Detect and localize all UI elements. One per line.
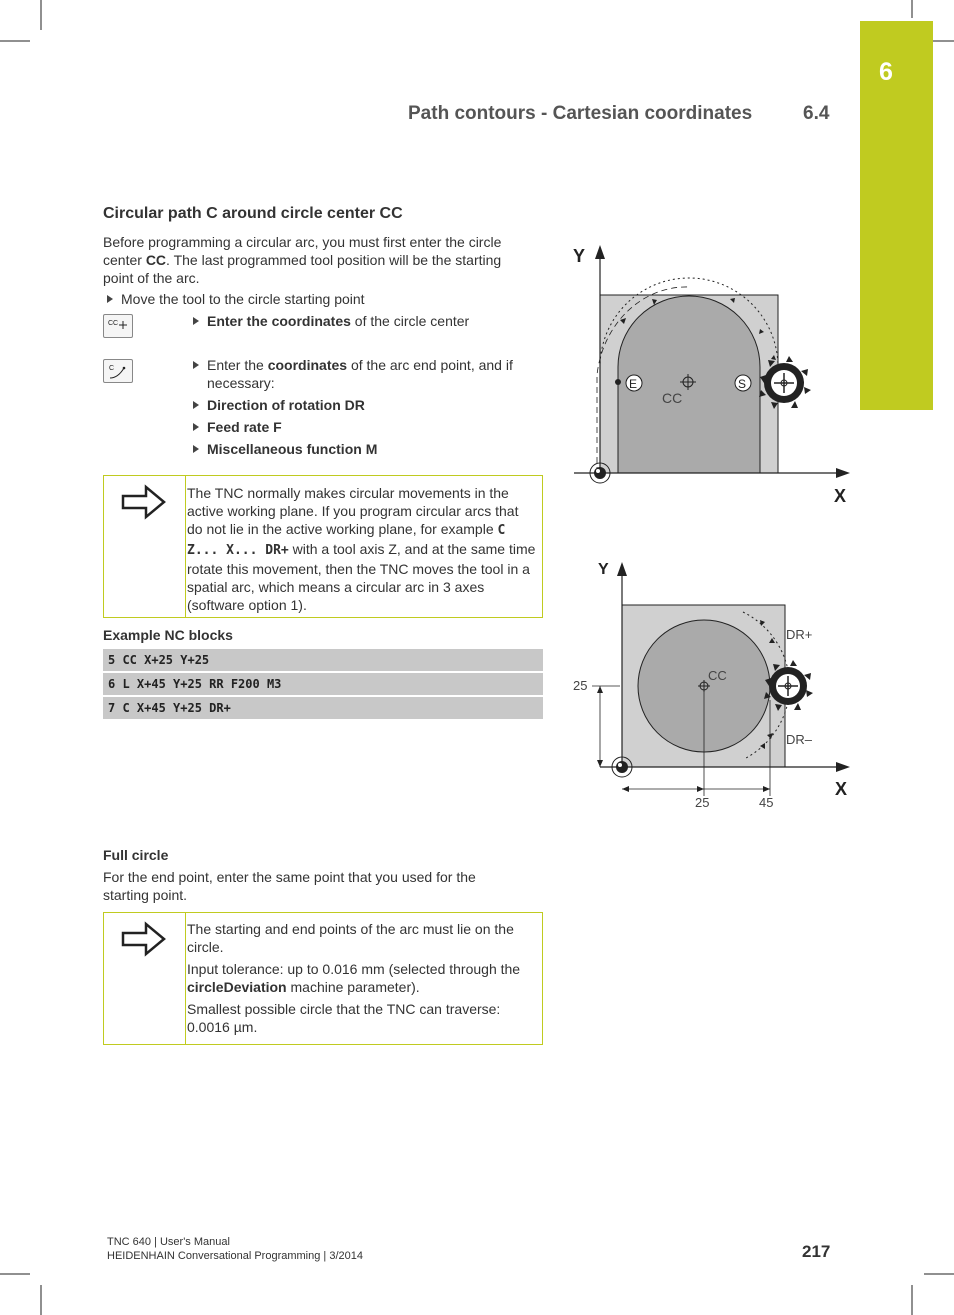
svg-text:X: X	[835, 779, 848, 799]
svg-text:CC: CC	[108, 320, 119, 327]
svg-text:C: C	[109, 365, 115, 372]
running-header-title: Path contours - Cartesian coordinates	[408, 103, 753, 124]
svg-text:25: 25	[573, 678, 588, 693]
note-2-para-2: Input tolerance: up to 0.016 mm (selected through the circleDeviation machine parameter).	[187, 961, 521, 995]
note-arrow-icon	[120, 484, 168, 520]
footer-line-1: TNC 640 | User's Manual	[107, 1236, 230, 1248]
example-heading: Example NC blocks	[103, 627, 233, 643]
full-circle-heading: Full circle	[103, 847, 169, 863]
svg-text:CC: CC	[708, 668, 727, 683]
note-box-2	[103, 912, 543, 1045]
svg-text:CC: CC	[662, 390, 683, 406]
svg-text:DR–: DR–	[786, 732, 813, 747]
note-2-text	[187, 920, 537, 1040]
figure-circular-path	[560, 235, 860, 515]
svg-text:DR+: DR+	[786, 627, 813, 642]
step-enter-endpoint: Enter the coordinates of the arc end point, and if necessary:	[193, 356, 538, 392]
c-key-icon	[103, 359, 133, 383]
nc-block-row: 7 C X+45 Y+25 DR+	[103, 697, 543, 719]
page-number: 217	[802, 1242, 831, 1261]
nc-block-row: 6 L X+45 Y+25 RR F200 M3	[103, 673, 543, 695]
svg-text:X: X	[834, 486, 847, 506]
footer-line-2: HEIDENHAIN Conversational Programming | 3/2014	[107, 1250, 363, 1262]
bullet-triangle-icon	[193, 401, 199, 409]
note-box-1	[103, 475, 543, 618]
substep-direction: Direction of rotation DR	[193, 396, 365, 414]
section-heading: Circular path C around circle center CC	[103, 205, 403, 222]
intro-paragraph: Before programming a circular arc, you must first enter the circle center CC. The last programmed tool position will be the starting point of the arc.	[103, 234, 502, 286]
svg-text:Y: Y	[598, 561, 609, 578]
bullet-triangle-icon	[193, 361, 199, 369]
bullet-triangle-icon	[107, 295, 113, 303]
step-move-tool: Move the tool to the circle starting point	[107, 290, 365, 308]
svg-text:S: S	[738, 377, 747, 391]
svg-text:Y: Y	[573, 246, 586, 266]
figure-direction-of-rotation	[560, 550, 860, 820]
note-1-text: The TNC normally makes circular movements in the active working plane. If you program circular arcs that do not lie in the active working plane, for example C Z... X... DR+ with a tool axis Z, and at the same time rotate this movement, then the TNC moves the tool in a spatial arc, which means a circular arc in 3 axes (software option 1).	[187, 485, 536, 613]
note-2-para-1: The starting and end points of the arc must lie on the circle.	[187, 921, 514, 955]
bullet-triangle-icon	[193, 317, 199, 325]
note-arrow-icon	[120, 921, 168, 957]
running-header-section: 6.4	[803, 103, 830, 124]
substep-misc-function: Miscellaneous function M	[193, 440, 377, 458]
bullet-triangle-icon	[193, 445, 199, 453]
substep-feed-rate: Feed rate F	[193, 418, 282, 436]
svg-text:45: 45	[759, 795, 774, 810]
note-2-para-3: Smallest possible circle that the TNC can traverse: 0.0016 µm.	[187, 1001, 501, 1035]
svg-text:E: E	[629, 377, 638, 391]
nc-block-row: 5 CC X+25 Y+25	[103, 649, 543, 671]
step-enter-center: Enter the coordinates of the circle center	[193, 312, 469, 330]
full-circle-paragraph: For the end point, enter the same point that you used for the starting point.	[103, 869, 476, 903]
chapter-number: 6	[879, 58, 893, 86]
bullet-triangle-icon	[193, 423, 199, 431]
cc-key-icon	[103, 314, 133, 338]
svg-text:25: 25	[695, 795, 710, 810]
